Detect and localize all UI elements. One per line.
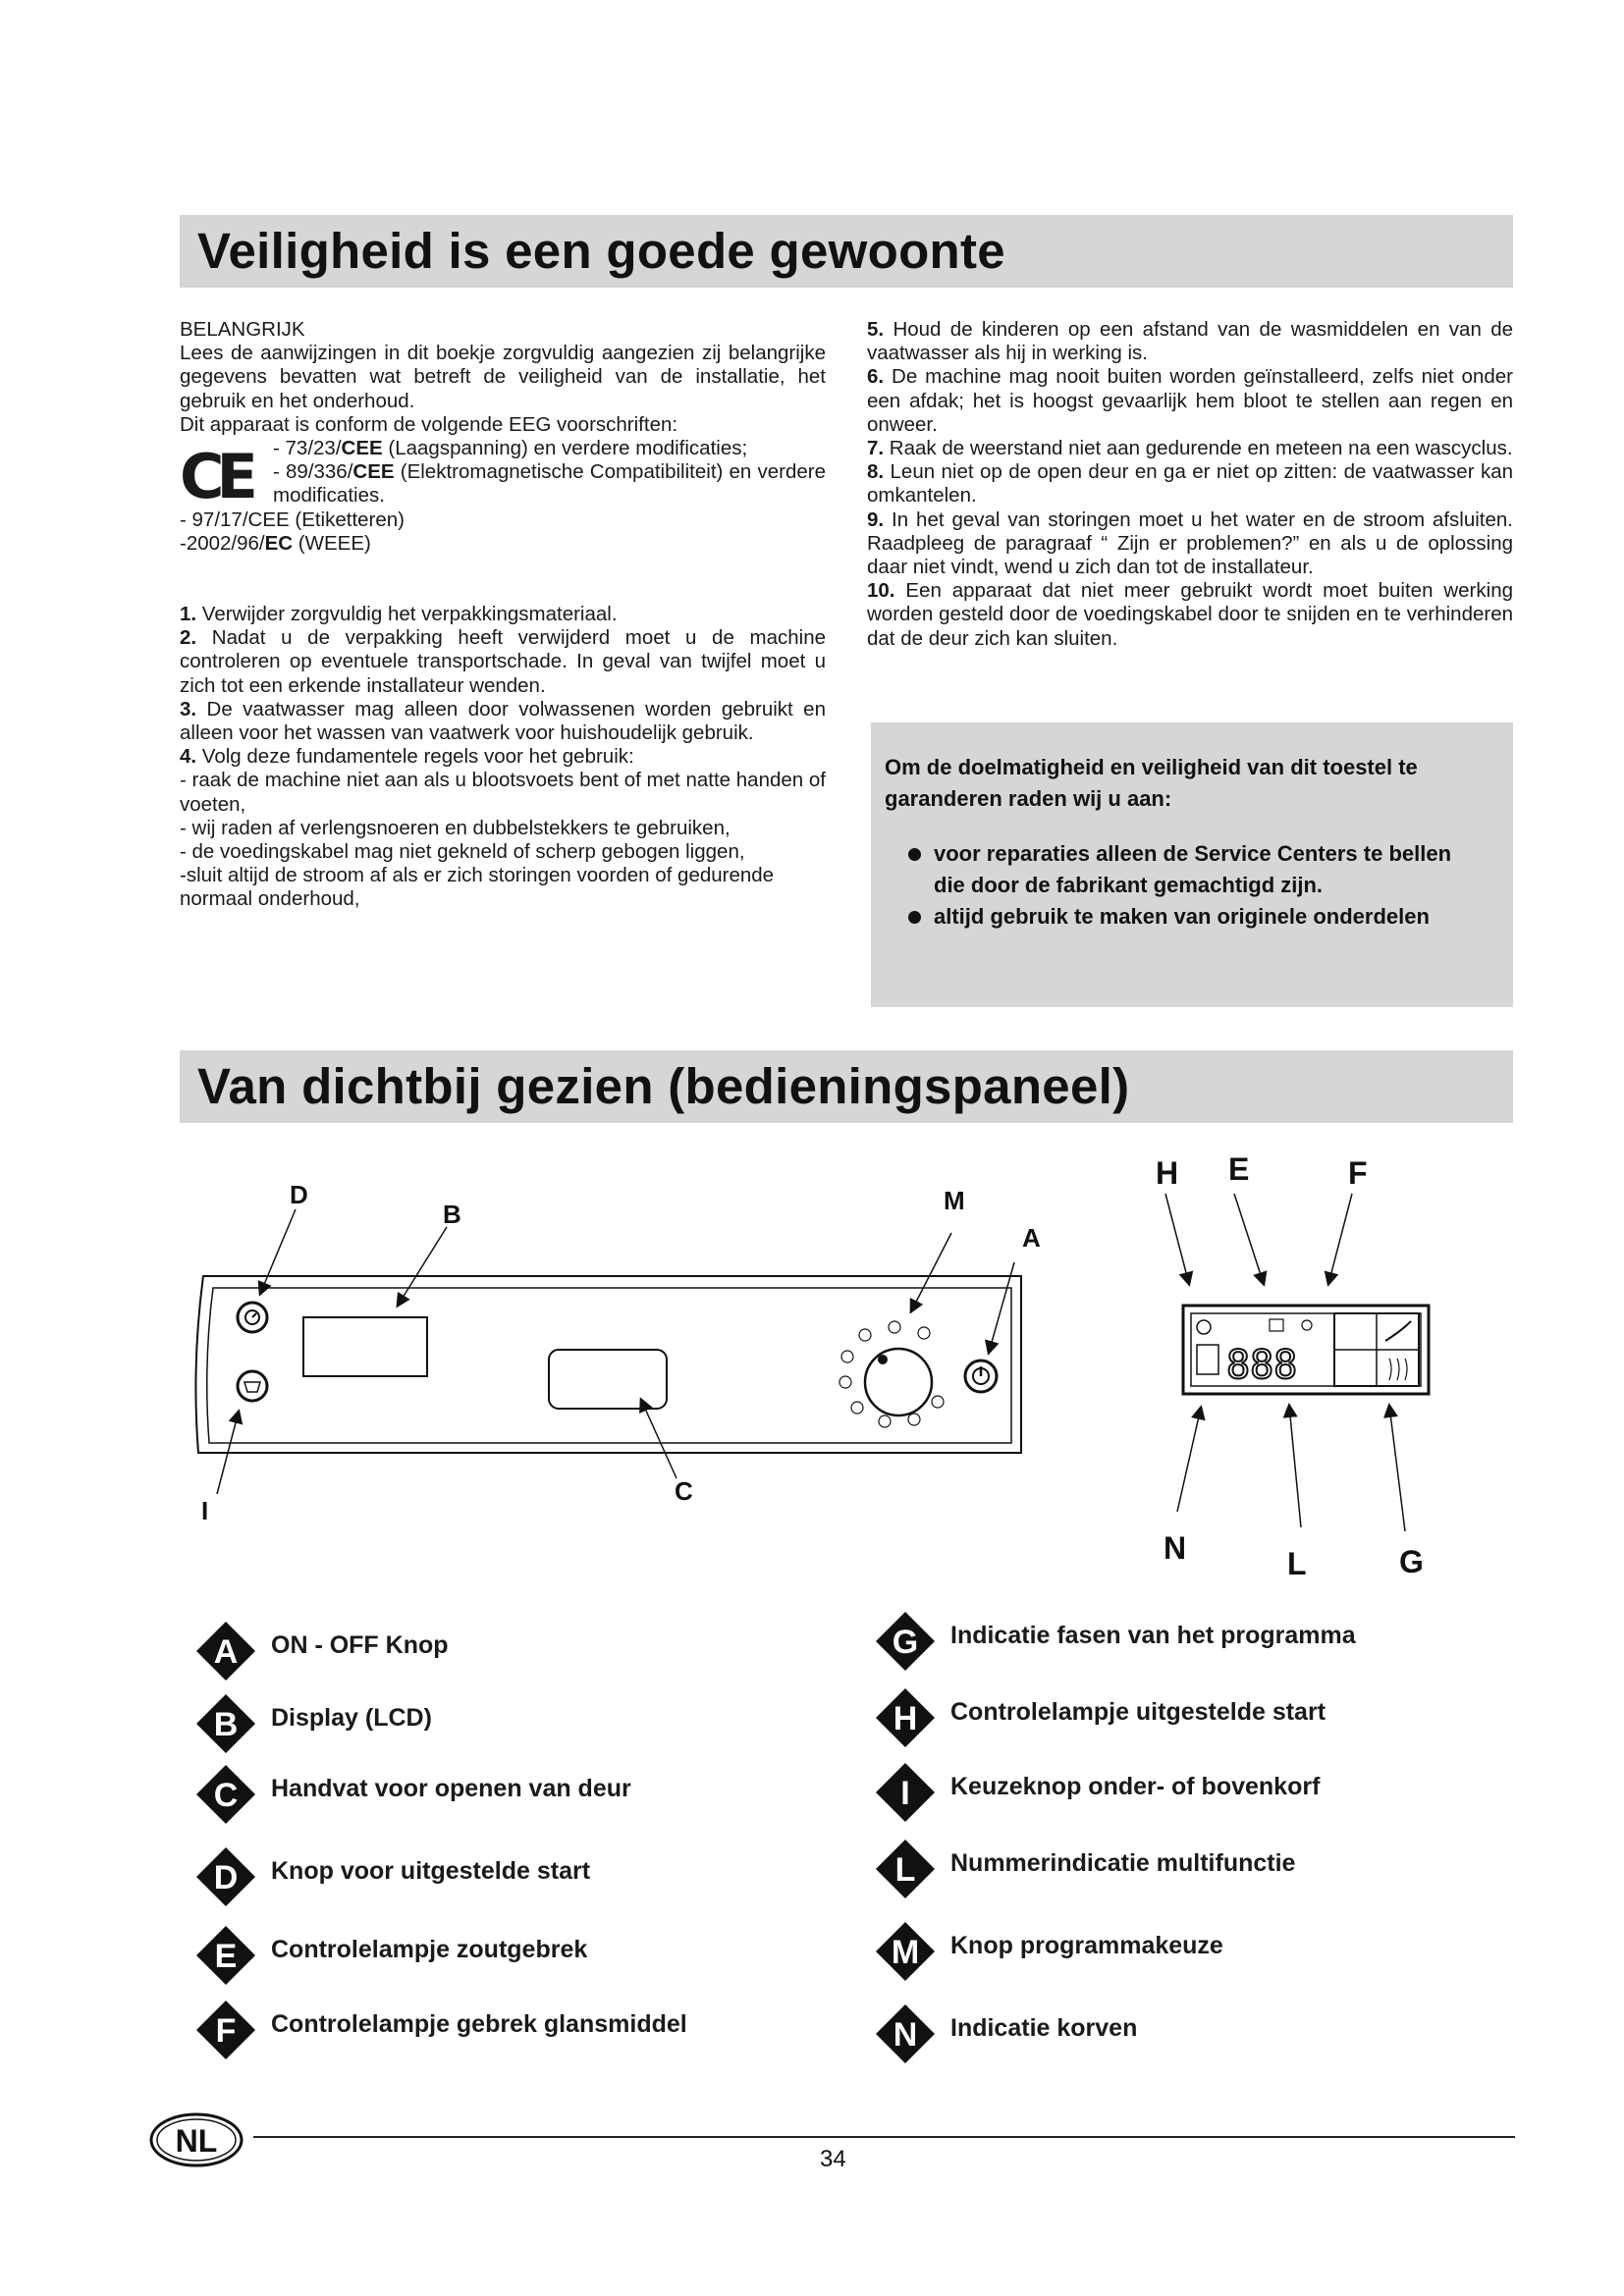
directive-3: - 97/17/CEE (Etiketteren) <box>180 507 406 531</box>
svg-text:B: B <box>213 1706 239 1743</box>
advice-intro: Om de doelmatigheid en veiligheid van dit toestel te garanderen raden wij u aan: <box>885 755 1418 811</box>
safety-right-column <box>867 318 1513 651</box>
svg-text:A: A <box>213 1633 239 1671</box>
legend-text-i: Keuzeknop onder- of bovenkorf <box>950 1773 1321 1800</box>
callout-label-e: E <box>1228 1151 1250 1187</box>
svg-text:H: H <box>893 1700 918 1737</box>
badge-c-icon <box>194 1763 257 1826</box>
svg-text:I: I <box>900 1775 910 1812</box>
callout-label-a: A <box>1022 1223 1041 1253</box>
svg-text:E: E <box>214 1938 238 1975</box>
directives-block <box>180 437 827 513</box>
badge-i-icon <box>874 1761 937 1824</box>
intro-paragraph: Lees de aanwijzingen in dit boekje zorgvuldig aangezien zij belangrijke gegevens bevatten wat betreft de veiligheid van de installatie, het gebruik en het onderhoud. <box>180 342 826 412</box>
safety-item-2: 2. Nadat u de verpakking heeft verwijderd moet u de machine controleren op eventuele transportschade. In geval van twijfel moet u zich tot een erkende installateur wenden. <box>180 626 826 697</box>
delay-start-button <box>238 1303 267 1332</box>
legend-left <box>194 1620 823 2091</box>
basket-selector-button <box>238 1371 267 1401</box>
badge-f-icon <box>194 1999 257 2061</box>
svg-text:D: D <box>213 1859 239 1896</box>
language-badge-icon <box>147 2110 245 2169</box>
usage-rule-1: - raak de machine niet aan als u blootsvoets bent of met natte handen of voeten, <box>180 769 826 816</box>
section-banner-control-panel <box>180 1050 1513 1123</box>
footer-divider <box>253 2136 1515 2138</box>
directive-2: - 89/336/CEE (Elektromagnetische Compatibiliteit) en verdere modificaties. <box>273 460 827 507</box>
safety-item-3: 3. De vaatwasser mag alleen door volwassenen worden gebruikt en alleen voor het wassen van vaatwerk voor huishoudelijk gebruik. <box>180 697 826 745</box>
on-off-button <box>965 1361 997 1392</box>
legend-right <box>874 1610 1512 2081</box>
badge-l-icon <box>874 1838 937 1900</box>
callout-label-d: D <box>290 1180 308 1209</box>
callout-label-i: I <box>201 1496 209 1525</box>
svg-text:L: L <box>894 1851 916 1889</box>
safety-item-5: 5. Houd de kinderen op een afstand van de wasmiddelen en van de vaatwasser als hij in werking is. <box>867 318 1513 365</box>
safety-item-6: 6. De machine mag nooit buiten worden geïnstalleerd, zelfs niet onder een afdak; het is hoogst gevaarlijk hem bloot te stellen aan regen en onweer. <box>867 365 1513 436</box>
door-handle <box>549 1350 667 1409</box>
callout-label-g: G <box>1399 1544 1424 1579</box>
callout-label-f: F <box>1348 1155 1368 1191</box>
safety-item-4: 4. Volg deze fundamentele regels voor het gebruik: <box>180 745 634 769</box>
page-number: 34 <box>820 2146 846 2172</box>
svg-text:F: F <box>215 2012 237 2050</box>
legend-text-h: Controlelampje uitgestelde start <box>950 1698 1326 1726</box>
lcd-display <box>303 1317 427 1376</box>
badge-g-icon <box>874 1610 937 1673</box>
section-banner-safety <box>180 215 1513 288</box>
language-badge-text: NL <box>175 2123 218 2159</box>
legend-text-a: ON - OFF Knop <box>271 1631 449 1659</box>
legend-text-c: Handvat voor openen van deur <box>271 1775 631 1802</box>
callout-label-c: C <box>675 1476 693 1506</box>
usage-rule-4: -sluit altijd de stroom af als er zich storingen voorden of gedurende normaal onderhoud, <box>180 864 775 911</box>
legend-text-g: Indicatie fasen van het programma <box>950 1622 1356 1649</box>
legend-text-l: Nummerindicatie multifunctie <box>950 1849 1296 1877</box>
safety-item-7: 7. Raak de weerstand niet aan gedurende en meteen na een wascyclus. <box>867 437 1513 460</box>
safety-item-10: 10. Een apparaat dat niet meer gebruikt wordt moet buiten werking worden gesteld door de voedingskabel door te snijden en te verhinderen dat de deur zich kan sluiten. <box>867 579 1513 650</box>
legend-text-e: Controlelampje zoutgebrek <box>271 1936 588 1963</box>
legend-text-b: Display (LCD) <box>271 1704 432 1732</box>
section-title-control-panel: Van dichtbij gezien (bedieningspaneel) <box>197 1058 1130 1114</box>
program-selector-knob <box>839 1321 944 1427</box>
callout-label-m: M <box>944 1186 965 1215</box>
svg-text:M: M <box>891 1934 920 1971</box>
svg-text:C: C <box>213 1777 239 1814</box>
badge-e-icon <box>194 1924 257 1987</box>
badge-a-icon <box>194 1620 257 1682</box>
directive-4: -2002/96/EC (WEEE) <box>180 531 371 555</box>
safety-left-column <box>180 318 826 912</box>
callout-label-n: N <box>1164 1530 1187 1566</box>
advice-bullet-2: altijd gebruik te maken van originele onderdelen <box>908 901 1488 933</box>
section-title-safety: Veiligheid is een goede gewoonte <box>197 223 1005 279</box>
svg-text:G: G <box>892 1624 919 1661</box>
svg-text:N: N <box>893 2016 918 2054</box>
ce-mark-logo: CE <box>180 441 250 513</box>
legend-text-n: Indicatie korven <box>950 2014 1138 2042</box>
callout-label-l: L <box>1287 1546 1307 1581</box>
legend-text-d: Knop voor uitgestelde start <box>271 1857 591 1885</box>
badge-h-icon <box>874 1686 937 1749</box>
safety-item-1: 1. Verwijder zorgvuldig het verpakkingsmateriaal. <box>180 603 618 626</box>
important-heading: BELANGRIJK <box>180 318 305 341</box>
legend-text-f: Controlelampje gebrek glansmiddel <box>271 2010 687 2038</box>
advice-bullet-1: voor reparaties alleen de Service Centers te bellen die door de fabrikant gemachtigd zijn. <box>908 838 1488 901</box>
conform-line: Dit apparaat is conform de volgende EEG voorschriften: <box>180 412 678 436</box>
usage-rule-3: - de voedingskabel mag niet gekneld of scherp gebogen liggen, <box>180 840 745 864</box>
advice-list <box>908 838 1488 933</box>
callout-label-b: B <box>443 1200 461 1229</box>
badge-b-icon <box>194 1692 257 1755</box>
badge-n-icon <box>874 2002 937 2065</box>
advice-box <box>871 722 1513 1007</box>
legend-text-m: Knop programmakeuze <box>950 1932 1223 1959</box>
control-panel-diagram <box>180 1148 1513 1600</box>
badge-d-icon <box>194 1845 257 1908</box>
safety-item-8: 8. Leun niet op de open deur en ga er niet op zitten: de vaatwasser kan omkantelen. <box>867 460 1513 507</box>
safety-item-9: 9. In het geval van storingen moet u het water en de stroom afsluiten. Raadpleeg de paragraaf “ Zijn er problemen?” en als u de oplossing daar niet vindt, wend u zich dan tot de installateur. <box>867 507 1513 579</box>
display-closeup <box>1183 1306 1429 1394</box>
badge-m-icon <box>874 1920 937 1983</box>
callout-label-h: H <box>1156 1155 1179 1191</box>
directive-1: - 73/23/CEE (Laagspanning) en verdere modificaties; <box>273 437 748 460</box>
display-digits: 888 <box>1226 1343 1298 1388</box>
usage-rule-2: - wij raden af verlengsnoeren en dubbelstekkers te gebruiken, <box>180 816 731 839</box>
